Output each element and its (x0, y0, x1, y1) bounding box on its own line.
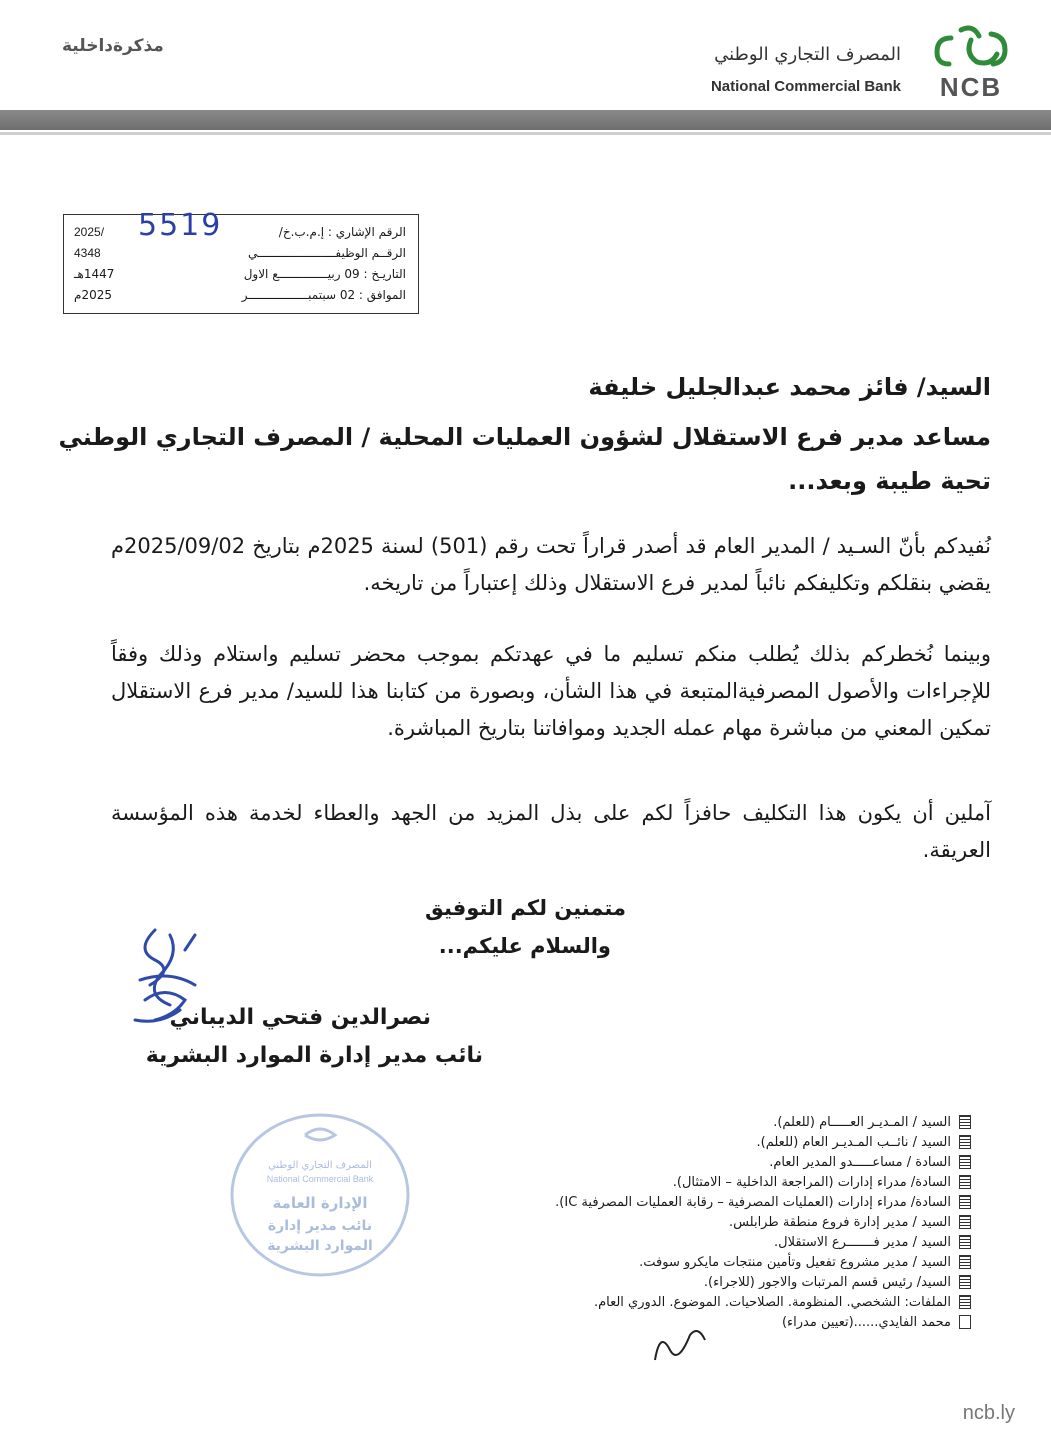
greeting: تحية طيبة وبعد... (788, 467, 991, 495)
cc-item-text: السيد / المـديـر العـــــام (للعلم). (773, 1114, 951, 1130)
list-bullet-icon (959, 1255, 971, 1269)
computer-icon (959, 1315, 971, 1329)
stamp-line-3: الإدارة العامة (272, 1194, 368, 1212)
cc-item (351, 1192, 971, 1212)
cc-item (351, 1292, 971, 1312)
ref-number-value: 2025/ (74, 225, 105, 239)
job-number-value: 4348 (74, 246, 101, 260)
ref-number-row (74, 223, 406, 241)
closing-wish: متمنين لكم التوفيق (425, 896, 626, 920)
cc-item-text: السيد / مدير فـــــــرع الاستقلال. (774, 1234, 951, 1250)
cc-item (351, 1252, 971, 1272)
gregorian-date-label: الموافق : 02 سبتمبـــــــــــــــــر (241, 288, 406, 302)
stamp-line-5: الموارد البشرية (267, 1238, 373, 1254)
list-bullet-icon (959, 1155, 971, 1169)
cc-item (351, 1272, 971, 1292)
cc-item-text: الملفات: الشخصي. المنظومة. الصلاحيات. الموضوع. الدوري العام. (593, 1294, 951, 1310)
cc-item (351, 1232, 971, 1252)
job-number-label: الرقــم الوظيفــــــــــــــــــــــي (248, 246, 406, 260)
hijri-date-label: التاريـخ : 09 ربيــــــــــــــع الاول (243, 267, 406, 281)
gregorian-date-row (74, 286, 406, 304)
logo-text: NCB (939, 72, 1003, 102)
ref-number-label: الرقم الإشاري : إ.م.ب.خ/ (278, 225, 406, 239)
signatory-name: نصرالدين فتحي الديباني (169, 1005, 431, 1030)
cc-item-text: السيد / مدير إدارة فروع منطقة طرابلس. (728, 1214, 951, 1230)
list-bullet-icon (959, 1215, 971, 1229)
list-bullet-icon (959, 1275, 971, 1289)
body-paragraph-2: وبينما نُخطركم بذلك يُطلب منكم تسليم ما في عهدتكم بموجب محضر تسليم واستلام وذلك وفقاً للإجراءات والأصول المصرفيةالمتبعة في هذا الشأن، وبصورة من كتابنا هذا للسيد/ مدير فرع الاستقلال تمكين المعني من مباشرة مهام عمله الجديد وموافاتنا بتاريخ المباشرة. (111, 642, 991, 740)
cc-item (351, 1132, 971, 1152)
cc-item (351, 1152, 971, 1172)
cc-item-text: السيد / نائــب المـديـر العام (للعلم). (756, 1134, 951, 1150)
hijri-date-row (74, 265, 406, 283)
handwritten-initials (645, 1320, 715, 1365)
ncb-logo-icon (921, 20, 1021, 102)
footer-website: ncb.ly (962, 1402, 1015, 1424)
job-number-row (74, 244, 406, 262)
cc-item-text: السادة/ مدراء إدارات (المراجعة الداخلية – الامتثال). (672, 1174, 951, 1190)
addressee-title: مساعد مدير فرع الاستقلال لشؤون العمليات المحلية / المصرف التجاري الوطني (58, 423, 991, 451)
addressee-name: السيد/ فائز محمد عبدالجليل خليفة (588, 373, 991, 401)
list-bullet-icon (959, 1295, 971, 1309)
cc-item (351, 1112, 971, 1132)
body-paragraph-1: نُفيدكم بأنّ السـيد / المدير العام قد أصدر قراراً تحت رقم (501) لسنة 2025م بتاريخ 2025/09/02م يقضي بنقلكم وتكليفكم نائباً لمدير فرع الاستقلال وذلك إعتباراً من تاريخه. (111, 534, 991, 595)
ref-handwritten-number: 5519 (138, 208, 223, 243)
signatory-title: نائب مدير إدارة الموارد البشرية (145, 1043, 483, 1068)
cc-item-text: محمد الفايدي......(تعيين مدراء) (781, 1314, 951, 1330)
closing-salam: والسلام عليكم... (438, 934, 611, 958)
list-bullet-icon (959, 1195, 971, 1209)
distribution-list (351, 1112, 971, 1332)
cc-item-text: السادة / مساعـــــدو المدير العام. (769, 1154, 951, 1170)
bank-name-english: National Commercial Bank (710, 78, 901, 95)
cc-item-text: السيد / مدير مشروع تفعيل وتأمين منتجات مايكرو سوفت. (639, 1254, 951, 1270)
memo-type-label: مذكرةداخلية (62, 36, 164, 56)
stamp-line-4: نائب مدير إدارة (267, 1218, 373, 1234)
reference-box (63, 214, 419, 314)
stamp-line-1: المصرف التجاري الوطني (268, 1160, 372, 1171)
hijri-date-value: 1447هـ (74, 267, 115, 281)
bank-name-arabic: المصرف التجاري الوطني (714, 44, 901, 65)
list-bullet-icon (959, 1175, 971, 1189)
gregorian-date-value: 2025م (74, 288, 112, 302)
cc-item-text: السيد/ رئيس قسم المرتبات والاجور (للاجراء). (703, 1274, 951, 1290)
ncb-logo (921, 20, 1021, 102)
cc-item-text: السادة/ مدراء إدارات (العمليات المصرفية – رقابة العمليات المصرفية IC). (555, 1194, 951, 1210)
list-bullet-icon (959, 1135, 971, 1149)
cc-item (351, 1212, 971, 1232)
stamp-line-2: National Commercial Bank (266, 1174, 374, 1184)
list-bullet-icon (959, 1115, 971, 1129)
list-bullet-icon (959, 1235, 971, 1249)
body-paragraph-3: آملين أن يكون هذا التكليف حافزاً لكم على بذل المزيد من الجهد والعطاء لخدمة هذه المؤسسة العريقة. (111, 801, 991, 862)
cc-item (351, 1172, 971, 1192)
header-divider-bar (0, 110, 1051, 130)
